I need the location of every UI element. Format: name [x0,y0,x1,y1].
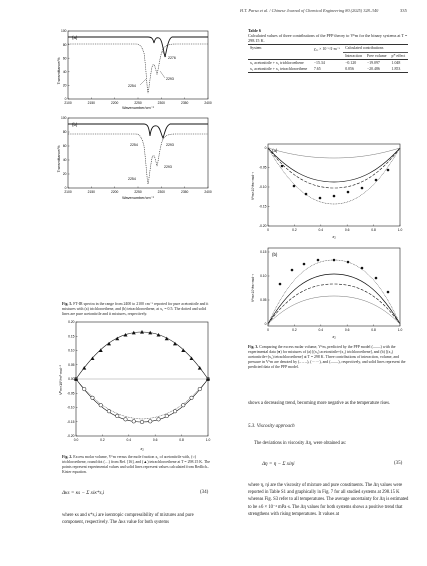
fig5a-xticks [64,98,212,106]
fig2-tce-point [107,409,111,413]
eq34-sum: Σ xiκ*s,i [86,490,105,496]
fig5a-xlabel: Wavenumber/cm⁻¹ [122,106,154,110]
fig3b-xtick: 0 [267,328,269,332]
fig2-tce-point [124,418,128,422]
fig3a-ytick: -0.20 [258,224,267,229]
table-row: x₁ acetonitrile + x₂ trichloroethene −15.34 −0.120 −19.097 1.048 [250,60,401,65]
fig3a-pstar-line [268,148,400,158]
fig3a-point [319,197,322,200]
table6-label: Table 6 [248,28,261,33]
fig5b-ytick: 80 [62,130,67,135]
fig5a-mixture-spectrum [68,37,208,57]
fig3a-xtick: 0.6 [344,228,350,232]
fig5b-xticks [64,187,212,195]
fig2-pce-point [91,356,95,360]
fig3b-ytick: 0 [264,322,267,327]
fig3b-xticks [267,325,402,333]
fig2-tce-point [82,387,86,391]
fig3a-xtick: 0 [267,228,269,232]
fig2-tce-point [99,403,103,407]
fig2-ylabel: Vᴱm×10⁶/m³·mol⁻¹ [59,365,63,395]
fig3a-ytick: -0.15 [258,204,267,209]
table6-col-pstar: p* effect [390,52,408,59]
fig2-tce-fit-line [76,379,208,422]
eq34-number: (34) [200,490,209,495]
right-intro: The deviations in viscosity Δη, were obtained as: [254,441,347,446]
fig2-ytick: 0.00 [68,377,75,382]
fig3-caption-text: Comparing the excess molar volume, Vᴱm, predicted by the PFP model (——) with the experimental data (●) for mixtures of (a) [(x₁) acetonitrile+(x₂) trichloroethene], and (b) [(x₁) acetonitrile+(x₂) tetrachloroethene] at T = 298 K. Three contributions of interaction, volume, and pressure in Vᴱm are denoted by (– – –), (······), and (——), respectively, and solid lines represent the predicted data of the PFP model. [248,345,406,369]
fig3b-xtick: 0.6 [344,328,350,332]
fig5b-xtick: 2100 [64,190,72,194]
fig5a-xtick: 2250 [134,101,142,105]
fig3b-point [347,261,350,264]
fig3a-point [387,169,390,172]
fig3b-xlabel: x₁ [332,334,336,339]
fig3a-point [361,187,364,190]
fig5b-xtick: 2350 [180,190,189,194]
fig3a-point [375,179,378,182]
fig5a-ytick: 60 [62,56,67,61]
table6-col-interaction: Interaction [343,52,365,59]
fig5a-xtick: 2300 [157,101,166,105]
fig3b-point [387,291,390,294]
fig5a-xtick: 2150 [87,101,96,105]
fig3a-point [281,165,284,168]
fig5b-pure-spectrum [68,134,208,184]
fig3b-free-volume-line [268,260,400,324]
table6-col-system: System [248,45,312,53]
table6 [248,44,408,73]
fig2-tce-point [148,420,152,424]
fig2-xtick: 0.2 [100,438,105,442]
fig5b-ytick: 20 [62,172,67,177]
fig2-xtick: 0.8 [179,438,184,442]
left-text-after-eq34: where κs and κ*s,i are isentropic compressibility of mixtures and pure component, respectively. The Δκs value for both systems [62,513,194,526]
fig2-ref-dotted-line [76,379,208,419]
table6-col-group: Calculated contributions [343,45,408,53]
equation-35 [262,461,295,467]
fig2-xtick: 0.4 [126,438,132,442]
fig3a-xlabel: x₁ [332,234,336,239]
fig5-caption [62,302,212,317]
fig5a-ytick: 40 [62,70,67,74]
fig2-caption-text: Excess molar volume, Vᴱm versus the mole fraction x₁ of acetonitrile with, (○) trichloroethene, round dot (…) from Ref. [16], and (▲) tetrachloroethene at T = 298.15 K. The points represent experimental values and solid lines represent values calculated from Redlich–Kister equation. [62,455,211,474]
fig2-pce-point [82,366,86,370]
fig2-pce-point [181,348,185,352]
fig5b-ytick: 0 [64,186,67,191]
fig3a-ytick: 0 [264,146,267,151]
fig2-pce-point [198,366,202,370]
fig3a-xticks [267,225,402,233]
fig3b-experimental-points [279,259,390,294]
fig2-ytick: -0.20 [66,434,75,439]
fig2-xtick: 0.6 [152,438,158,442]
fig3b-xtick: 0.8 [371,328,376,332]
fig3b-pstar-line [268,296,400,324]
fig5-caption-text: FT-IR spectra in the range from 2400 to 2100 cm⁻¹ reported for pure acetonitrile and it mixtures with (a) trichloroethene, and (b) tetrachloroethene, at x₁ = 0.5. The dotted and solid lines are pure acetonitrile and it mixtures, respectively. [62,302,209,316]
fig2-pce-points [74,330,210,381]
fig5b-mixture-spectrum [68,124,208,138]
fig2-tce-point [157,418,161,422]
fig2-pce-point [124,333,128,337]
table6-title: Calculated values of three contributions of the PFP theory to Vᴱm for the binary systems at T = 298.15 K. [248,33,408,44]
fig5b-ylabel: Transmittance/% [57,145,61,173]
running-header: H.T. Parsa et al. / Chinese Journal of Chemical Engineering 80 (2025) 328–340 [240,8,379,13]
fig2-ytick: 0.15 [68,334,75,339]
fig2-tce-point [132,420,136,424]
eq35-number: (35) [394,461,403,466]
section-heading: 5.3. Viscosity approach [248,424,295,429]
fig3a-xtick: 0.4 [318,228,324,232]
fig3a-ytick: -0.05 [258,165,267,170]
fig3-panel-a [248,140,408,240]
fig3a-point [347,191,350,194]
table-row: x₁ acetonitrile + x₂ tetrachloroethene 7.65 0.056 −20.486 1.853 [248,66,408,73]
fig3a-xtick: 0.2 [292,228,297,232]
table6-col-free-volume: Free volume [365,52,390,59]
fig5b-peak-2293-bottom: 2293 [164,165,172,169]
fig2-pce-point [99,348,103,352]
fig5b-peak-2254-top: 2254 [130,143,138,147]
fig2-ytick: 0.05 [68,362,75,367]
fig3b-ylabel: Vᴱm×10⁶/m³·mol⁻¹ [251,273,255,303]
fig2-tce-point [115,414,119,418]
fig5b-xtick: 2250 [134,190,142,194]
fig5-caption-label: Fig. 5. [62,302,73,306]
fig3a-ylabel: Vᴱm×10⁶/m³·mol⁻¹ [251,171,255,201]
fig2-xtick: 1.0 [205,438,211,442]
fig3b-label: (b) [272,252,278,257]
fig5a-xtick: 2400 [204,101,212,105]
fig2-ytick: 0.10 [68,348,75,353]
right-text-bottom: where η, ηi are the viscosity of mixture and pure constituents. The Δη values were reported in Table S1 and graphically in Fig. 7 for all studied systems at 298.15 K whereas Fig. S3 refer to all temperatures. The average uncertainty for Δη is estimated to be ±6 × 10⁻² mPa·s. The Δη values for both systems shows a positive trend that strengthens with rising temperatures. It values at [248,483,409,517]
fig5b-ytick: 60 [62,144,67,149]
fig5a-ylabel: Transmittance/% [57,57,61,85]
fig3b-xtick: 0.4 [318,328,324,332]
fig3b-point [279,283,282,286]
fig3a-xtick: 1.0 [397,228,403,232]
fig3b-xtick: 1.0 [397,328,403,332]
fig3b-point [291,269,294,272]
eq35-sum: Σ xiηi [282,461,295,467]
fig5b-label: (b) [72,122,78,127]
fig3-panel-b [248,244,408,340]
fig2-tce-point [173,409,177,413]
fig3b-ytick: 0.05 [260,298,267,303]
fig2-tce-point [181,403,185,407]
fig2-ytick: 0.20 [68,320,75,325]
fig2-chart [56,318,216,454]
fig3a-ytick: -0.10 [258,185,267,190]
fig3a-point [305,193,308,196]
fig5b-xtick: 2200 [110,190,119,194]
fig5a-xtick: 2100 [64,101,72,105]
eq35-lhs: Δη = η − [262,461,282,467]
fig3b-ytick: 0.10 [260,274,267,279]
fig3a-xtick: 0.8 [371,228,376,232]
fig3a-point [293,185,296,188]
fig5b-ytick: 100 [60,116,67,121]
fig3a-label: (a) [272,148,278,153]
fig5a-peak-2293: 2293 [166,77,174,81]
fig5b-peak-2254-bottom: 2254 [128,177,136,181]
fig3b-point [317,259,320,262]
fig2-pce-fit-line [76,332,208,379]
fig2-ytick: -0.10 [66,405,75,410]
fig2-pce-point [157,333,161,337]
fig2-xlabel: x₁ [140,446,144,451]
fig2-pce-point [190,356,194,360]
fig5a-label: (a) [72,35,78,40]
fig3a-point [333,195,336,198]
fig5b-xtick: 2400 [204,190,212,194]
fig5b-xlabel: Wavenumber/cm⁻¹ [122,196,154,200]
fig5a-peak-2276: 2276 [168,56,176,60]
fig2-xtick: 0.0 [73,438,79,442]
fig2-ytick: -0.15 [66,419,75,424]
fig5-panel-a [56,27,216,112]
fig5a-peak-2254: 2254 [128,84,136,88]
equation-34 [62,490,104,496]
fig5a-pure-spectrum [68,44,208,93]
fig3b-interaction-line [268,284,400,324]
fig5-panel-b [56,114,216,204]
fig5a-ytick: 80 [62,42,67,47]
eq34-lhs: Δκs = κs − [62,490,85,496]
fig3-caption [248,345,410,370]
right-text-top: shows a decreasing trend, becoming more negative as the temperature rises. [248,401,391,406]
fig5a-ytick: 20 [62,83,67,88]
fig2-caption [62,455,212,475]
fig3b-point [303,263,306,266]
fig2-tce-point [190,396,194,400]
fig5b-xtick: 2150 [87,190,96,194]
fig2-xticks [74,435,211,443]
fig3b-pfp-line [268,274,400,324]
fig2-tce-point [91,396,95,400]
fig2-tce-point [165,414,169,418]
fig2-ytick: -0.05 [66,391,75,396]
page-number: 335 [400,8,407,13]
fig5b-xtick: 2300 [157,190,166,194]
fig5a-ytick: 0 [64,97,67,102]
fig3-caption-label: Fig. 3. [248,345,259,349]
fig2-caption-label: Fig. 2. [62,455,73,459]
table6-caption [248,28,408,44]
fig5b-peak-2293-top: 2293 [166,143,174,147]
fig3b-point [333,259,336,262]
table6-col-chi: χ₁₂ × 10⁻⁶/J·m⁻³ [312,45,343,53]
fig5b-ytick: 40 [62,158,67,163]
fig5a-ytick: 100 [60,29,67,34]
fig3b-ytick: 0.15 [260,250,267,255]
fig3b-xtick: 0.2 [292,328,297,332]
fig3b-point [361,267,364,270]
fig5a-xtick: 2200 [110,101,119,105]
fig2-tce-point [198,387,202,391]
fig2-tce-point [140,420,144,424]
fig5a-xtick: 2350 [180,101,189,105]
fig3b-point [375,277,378,280]
